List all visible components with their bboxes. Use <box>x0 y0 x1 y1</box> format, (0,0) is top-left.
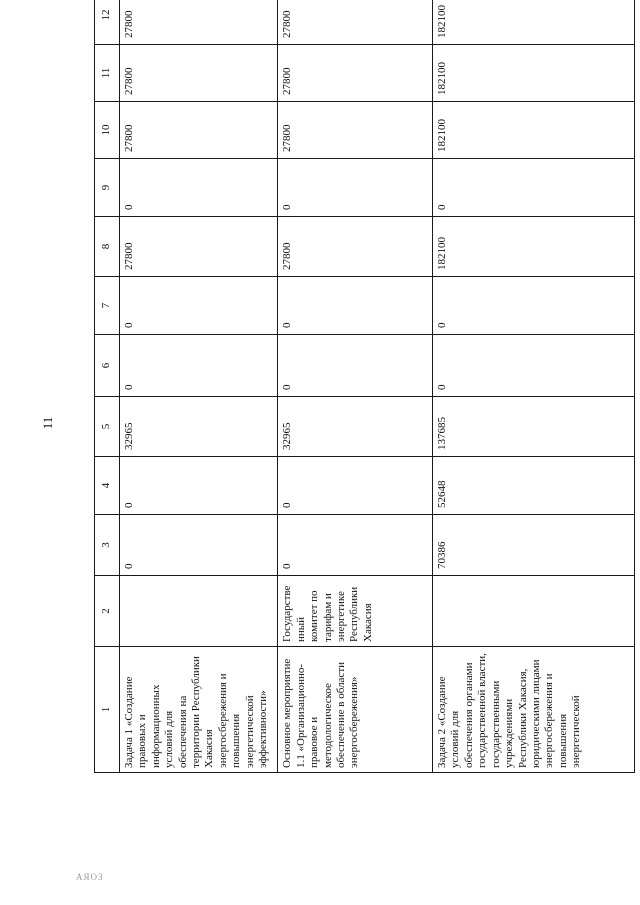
value-cell: 27800 <box>278 45 433 102</box>
header-row <box>95 0 120 773</box>
value-cell: 182100 <box>433 217 635 277</box>
value-cell: 0 <box>433 159 635 217</box>
value-cell: 0 <box>278 457 433 515</box>
column-header: 4 <box>95 457 120 515</box>
task-cell: Основное мероприятие 1.1 «Организационно-правовое и методологическое обеспечение в области энергосбережения» <box>278 647 433 773</box>
value-cell: 182100 <box>433 102 635 159</box>
value-cell: 0 <box>433 277 635 335</box>
value-cell: 27800 <box>278 217 433 277</box>
table-row <box>433 0 635 773</box>
value-cell: 0 <box>433 335 635 397</box>
value-cell: 27800 <box>120 102 278 159</box>
column-header: 7 <box>95 277 120 335</box>
value-cell: 0 <box>120 515 278 576</box>
value-cell: 0 <box>278 159 433 217</box>
column-header: 12 <box>95 0 120 45</box>
value-cell: 0 <box>278 277 433 335</box>
value-cell: 0 <box>120 159 278 217</box>
table-row <box>278 0 433 773</box>
page-number: 11 <box>40 416 55 430</box>
executor-cell <box>120 576 278 647</box>
executor-cell <box>433 576 635 647</box>
budget-table <box>94 0 635 773</box>
column-header: 8 <box>95 217 120 277</box>
value-cell: 0 <box>120 457 278 515</box>
value-cell: 70386 <box>433 515 635 576</box>
value-cell: 32965 <box>278 397 433 457</box>
column-header: 3 <box>95 515 120 576</box>
column-header: 9 <box>95 159 120 217</box>
value-cell: 27800 <box>278 0 433 45</box>
stamp-mark: АЯОЗ <box>76 872 104 882</box>
column-header: 2 <box>95 576 120 647</box>
column-header: 11 <box>95 45 120 102</box>
column-header: 6 <box>95 335 120 397</box>
executor-cell: Государственный комитет по тарифам и энергетике Республики Хакасия <box>278 576 433 647</box>
value-cell: 137685 <box>433 397 635 457</box>
value-cell: 27800 <box>120 217 278 277</box>
rotated-table-container <box>94 5 635 773</box>
value-cell: 0 <box>278 515 433 576</box>
value-cell: 182100 <box>433 0 635 45</box>
value-cell: 27800 <box>278 102 433 159</box>
value-cell: 32965 <box>120 397 278 457</box>
column-header: 5 <box>95 397 120 457</box>
table-row <box>120 0 278 773</box>
value-cell: 52648 <box>433 457 635 515</box>
value-cell: 182100 <box>433 45 635 102</box>
value-cell: 0 <box>278 335 433 397</box>
value-cell: 27800 <box>120 45 278 102</box>
value-cell: 27800 <box>120 0 278 45</box>
task-cell: Задача 2 «Создание условий для обеспечения органами государственной власти, государственными учреждениями Республики Хакасия, юридическими лицами энергосбережения и повышения энергетической <box>433 647 635 773</box>
value-cell: 0 <box>120 277 278 335</box>
column-header: 1 <box>95 647 120 773</box>
column-header: 10 <box>95 102 120 159</box>
value-cell: 0 <box>120 335 278 397</box>
task-cell: Задача 1 «Создание правовых и информационных условий для обеспечения на территории Республики Хакасия энергосбережения и повышения энергетической эффективности» <box>120 647 278 773</box>
